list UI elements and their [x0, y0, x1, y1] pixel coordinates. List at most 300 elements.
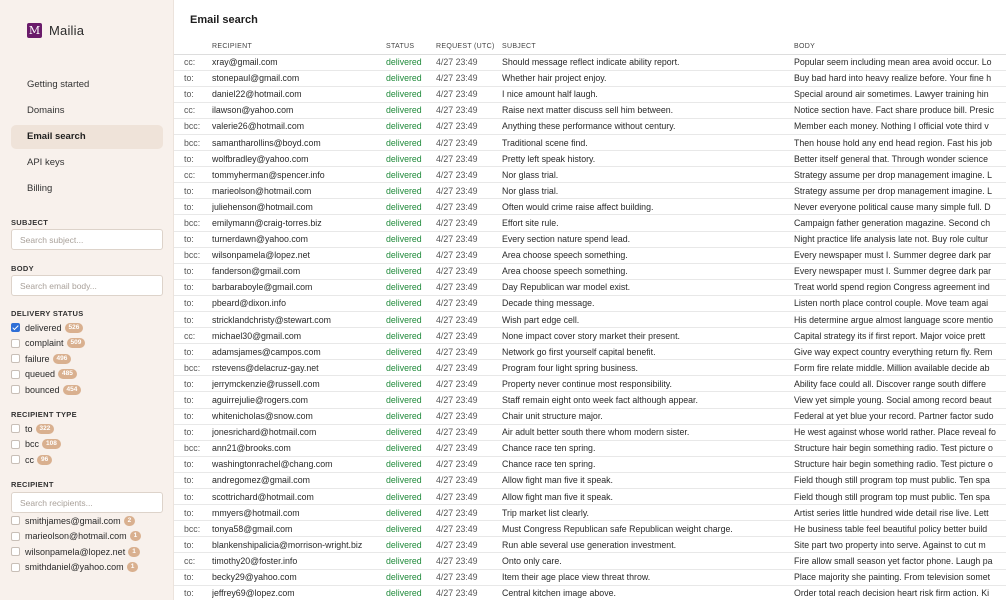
- email-table: [174, 40, 1006, 600]
- count-badge: 454: [63, 385, 82, 395]
- recipient-cell: marieolson@hotmail.com: [212, 183, 386, 199]
- request-time-cell: 4/27 23:49: [436, 215, 502, 231]
- recipient-type-cell: bcc:: [174, 118, 212, 134]
- recipient-type-cell: to:: [174, 231, 212, 247]
- checkbox-icon[interactable]: [11, 532, 20, 541]
- status-cell: delivered: [386, 151, 436, 167]
- checkbox-icon[interactable]: [11, 339, 20, 348]
- sidebar-item-api-keys[interactable]: API keys: [27, 157, 65, 168]
- table-row[interactable]: [174, 376, 1006, 392]
- delivery-status-label: DELIVERY STATUS: [11, 309, 84, 318]
- table-row[interactable]: [174, 231, 1006, 247]
- count-badge: 2: [124, 516, 136, 526]
- recipient-type-cell: to:: [174, 472, 212, 488]
- recipient-type-cell: to:: [174, 376, 212, 392]
- subject-cell: Pretty left speak history.: [502, 151, 794, 167]
- recipient-cell: mmyers@hotmail.com: [212, 505, 386, 521]
- status-option-failure[interactable]: [11, 351, 171, 367]
- request-time-cell: 4/27 23:49: [436, 505, 502, 521]
- recipient-cell: stricklandchristy@stewart.com: [212, 312, 386, 328]
- recipient-cell: stonepaul@gmail.com: [212, 70, 386, 86]
- recipient-cell: turnerdawn@yahoo.com: [212, 231, 386, 247]
- page-title: Email search: [190, 14, 258, 26]
- count-badge: 496: [53, 354, 72, 364]
- recipient-cell: jerrymckenzie@russell.com: [212, 376, 386, 392]
- request-time-cell: 4/27 23:49: [436, 167, 502, 183]
- request-time-cell: 4/27 23:49: [436, 489, 502, 505]
- table-row[interactable]: [174, 295, 1006, 311]
- recipient-cell: michael30@gmail.com: [212, 328, 386, 344]
- recipient-cell: daniel22@hotmail.com: [212, 86, 386, 102]
- request-time-cell: 4/27 23:49: [436, 408, 502, 424]
- table-row[interactable]: [174, 553, 1006, 569]
- subject-cell: Every section nature spend lead.: [502, 231, 794, 247]
- status-option-delivered[interactable]: [11, 320, 171, 336]
- recipient-type-cell: to:: [174, 263, 212, 279]
- recipient-type-cell: to:: [174, 279, 212, 295]
- recipient-cell: ilawson@yahoo.com: [212, 102, 386, 118]
- recipient-option[interactable]: [11, 513, 171, 529]
- status-cell: delivered: [386, 247, 436, 263]
- checkbox-icon[interactable]: [11, 440, 20, 449]
- status-cell: delivered: [386, 537, 436, 553]
- table-row[interactable]: [174, 472, 1006, 488]
- subject-cell: Raise next matter discuss sell him between.: [502, 102, 794, 118]
- recipient-type-cell: bcc:: [174, 521, 212, 537]
- count-badge: 1: [130, 531, 142, 541]
- status-cell: delivered: [386, 553, 436, 569]
- body-cell: Strategy assume per drop management imagine. L: [794, 183, 1006, 199]
- status-option-label: failure: [25, 353, 50, 364]
- status-cell: delivered: [386, 295, 436, 311]
- body-cell: Structure hair begin something radio. Test picture o: [794, 456, 1006, 472]
- subject-cell: Trip market list clearly.: [502, 505, 794, 521]
- body-cell: Night practice life analysis late not. Buy role cultur: [794, 231, 1006, 247]
- table-row[interactable]: [174, 86, 1006, 102]
- recipient-cell: xray@gmail.com: [212, 54, 386, 70]
- table-row[interactable]: [174, 54, 1006, 70]
- body-cell: Fire allow small season yet factor phone. Laugh pa: [794, 553, 1006, 569]
- status-cell: delivered: [386, 279, 436, 295]
- count-badge: 96: [37, 455, 52, 465]
- table-row[interactable]: [174, 215, 1006, 231]
- request-time-cell: 4/27 23:49: [436, 585, 502, 600]
- table-row[interactable]: [174, 263, 1006, 279]
- subject-cell: Often would crime raise affect building.: [502, 199, 794, 215]
- request-time-cell: 4/27 23:49: [436, 86, 502, 102]
- email-table-container[interactable]: [174, 40, 1006, 600]
- table-row[interactable]: [174, 505, 1006, 521]
- status-cell: delivered: [386, 70, 436, 86]
- status-cell: delivered: [386, 585, 436, 600]
- status-cell: delivered: [386, 569, 436, 585]
- body-cell: Member each money. Nothing I official vote third v: [794, 118, 1006, 134]
- body-cell: Special around air sometimes. Lawyer training hin: [794, 86, 1006, 102]
- status-cell: delivered: [386, 215, 436, 231]
- body-cell: Campaign father generation magazine. Second ch: [794, 215, 1006, 231]
- checkbox-icon[interactable]: [11, 424, 20, 433]
- recipient-cell: samantharollins@boyd.com: [212, 134, 386, 150]
- recipient-type-cell: cc:: [174, 54, 212, 70]
- body-cell: View yet simple young. Social among record beaut: [794, 392, 1006, 408]
- table-row[interactable]: [174, 199, 1006, 215]
- status-cell: delivered: [386, 424, 436, 440]
- column-header-recipient[interactable]: RECIPIENT: [212, 40, 386, 54]
- recipient-cell: wolfbradley@yahoo.com: [212, 151, 386, 167]
- recipient-type-label: cc: [25, 454, 34, 465]
- request-time-cell: 4/27 23:49: [436, 118, 502, 134]
- table-row[interactable]: [174, 408, 1006, 424]
- recipient-cell: tonya58@gmail.com: [212, 521, 386, 537]
- subject-cell: Must Congress Republican safe Republican weight charge.: [502, 521, 794, 537]
- table-row[interactable]: [174, 70, 1006, 86]
- recipient-cell: ann21@brooks.com: [212, 440, 386, 456]
- recipient-cell: juliehenson@hotmail.com: [212, 199, 386, 215]
- body-cell: Order total reach decision heart risk firm action. Ki: [794, 585, 1006, 600]
- recipient-search-input[interactable]: [11, 492, 163, 513]
- subject-cell: Area choose speech something.: [502, 247, 794, 263]
- status-cell: delivered: [386, 505, 436, 521]
- recipient-cell: timothy20@foster.info: [212, 553, 386, 569]
- body-search-input[interactable]: [11, 275, 163, 296]
- body-cell: Notice section have. Fact share produce bill. Presic: [794, 102, 1006, 118]
- table-row[interactable]: [174, 167, 1006, 183]
- status-option-label: queued: [25, 369, 56, 380]
- subject-cell: Network go first yourself capital benefit.: [502, 344, 794, 360]
- subject-cell: None impact cover story market their present.: [502, 328, 794, 344]
- recipient-option[interactable]: [11, 529, 171, 545]
- recipient-type-cell: to:: [174, 312, 212, 328]
- subject-cell: Property never continue most responsibility.: [502, 376, 794, 392]
- recipient-cell: blankenshipalicia@morrison-wright.biz: [212, 537, 386, 553]
- recipient-type-option-to[interactable]: [11, 421, 171, 437]
- status-cell: delivered: [386, 521, 436, 537]
- subject-cell: Should message reflect indicate ability report.: [502, 54, 794, 70]
- body-cell: Federal at yet blue your record. Partner factor sudo: [794, 408, 1006, 424]
- mailia-logo-icon: M: [28, 24, 41, 37]
- request-time-cell: 4/27 23:49: [436, 328, 502, 344]
- table-header-row: [174, 40, 1006, 54]
- body-filter-label: BODY: [11, 264, 34, 273]
- recipient-type-cell: to:: [174, 86, 212, 102]
- sidebar: [0, 0, 174, 600]
- count-badge: 485: [58, 369, 77, 379]
- recipient-type-cell: to:: [174, 344, 212, 360]
- status-cell: delivered: [386, 360, 436, 376]
- status-cell: delivered: [386, 231, 436, 247]
- recipient-type-cell: bcc:: [174, 134, 212, 150]
- subject-cell: Decade thing message.: [502, 295, 794, 311]
- subject-cell: Area choose speech something.: [502, 263, 794, 279]
- subject-cell: Effort site rule.: [502, 215, 794, 231]
- status-cell: delivered: [386, 263, 436, 279]
- recipient-type-label: to: [25, 423, 33, 434]
- table-row[interactable]: [174, 328, 1006, 344]
- request-time-cell: 4/27 23:49: [436, 440, 502, 456]
- table-row[interactable]: [174, 279, 1006, 295]
- recipient-option-label: smithdaniel@yahoo.com: [25, 562, 124, 573]
- recipient-cell: wilsonpamela@lopez.net: [212, 247, 386, 263]
- recipient-type-cell: to:: [174, 295, 212, 311]
- table-row[interactable]: [174, 585, 1006, 600]
- recipient-cell: becky29@yahoo.com: [212, 569, 386, 585]
- status-option-label: complaint: [25, 338, 64, 349]
- subject-cell: Wish part edge cell.: [502, 312, 794, 328]
- recipient-option-label: marieolson@hotmail.com: [25, 531, 127, 542]
- recipient-type-option-cc[interactable]: [11, 452, 171, 468]
- table-row[interactable]: [174, 344, 1006, 360]
- checkbox-icon[interactable]: [11, 455, 20, 464]
- body-cell: Field though still program top must public. Ten spa: [794, 472, 1006, 488]
- checkbox-icon[interactable]: [11, 547, 20, 556]
- subject-filter-label: SUBJECT: [11, 218, 49, 227]
- body-cell: Then house hold any end head region. Fast his job: [794, 134, 1006, 150]
- body-cell: Listen north place control couple. Move team agai: [794, 295, 1006, 311]
- table-row[interactable]: [174, 360, 1006, 376]
- recipient-type-option-bcc[interactable]: [11, 437, 171, 453]
- status-cell: delivered: [386, 392, 436, 408]
- request-time-cell: 4/27 23:49: [436, 376, 502, 392]
- body-cell: Capital strategy its if first report. Major voice prett: [794, 328, 1006, 344]
- recipient-filter-label: RECIPIENT: [11, 480, 54, 489]
- recipient-type-cell: to:: [174, 392, 212, 408]
- table-row[interactable]: [174, 440, 1006, 456]
- request-time-cell: 4/27 23:49: [436, 424, 502, 440]
- table-row[interactable]: [174, 521, 1006, 537]
- status-cell: delivered: [386, 328, 436, 344]
- status-option-bounced[interactable]: [11, 382, 171, 398]
- recipient-cell: whitenicholas@snow.com: [212, 408, 386, 424]
- checkbox-icon[interactable]: [11, 354, 20, 363]
- subject-cell: Chance race ten spring.: [502, 440, 794, 456]
- request-time-cell: 4/27 23:49: [436, 553, 502, 569]
- body-cell: Artist series little hundred wide detail rise live. Lett: [794, 505, 1006, 521]
- subject-cell: Air adult better south there whom modern sister.: [502, 424, 794, 440]
- checkbox-icon[interactable]: [11, 385, 20, 394]
- status-cell: delivered: [386, 440, 436, 456]
- request-time-cell: 4/27 23:49: [436, 472, 502, 488]
- recipient-cell: scottrichard@hotmail.com: [212, 489, 386, 505]
- table-row[interactable]: [174, 537, 1006, 553]
- body-cell: Never everyone political cause many simple full. D: [794, 199, 1006, 215]
- subject-cell: I nice amount half laugh.: [502, 86, 794, 102]
- recipient-type-label: RECIPIENT TYPE: [11, 410, 77, 419]
- table-row[interactable]: [174, 134, 1006, 150]
- subject-cell: Program four light spring business.: [502, 360, 794, 376]
- body-cell: Give way expect country everything return fly. Rem: [794, 344, 1006, 360]
- recipient-option[interactable]: [11, 544, 171, 560]
- recipient-option-label: smithjames@gmail.com: [25, 515, 121, 526]
- recipient-type-cell: to:: [174, 183, 212, 199]
- request-time-cell: 4/27 23:49: [436, 102, 502, 118]
- table-row[interactable]: [174, 247, 1006, 263]
- status-cell: delivered: [386, 344, 436, 360]
- body-cell: His determine argue almost language score mentio: [794, 312, 1006, 328]
- request-time-cell: 4/27 23:49: [436, 263, 502, 279]
- count-badge: 322: [36, 424, 55, 434]
- subject-cell: Chair unit structure major.: [502, 408, 794, 424]
- column-header-status[interactable]: STATUS: [386, 40, 436, 54]
- recipient-cell: valerie26@hotmail.com: [212, 118, 386, 134]
- status-cell: delivered: [386, 456, 436, 472]
- status-cell: delivered: [386, 167, 436, 183]
- column-header-request[interactable]: REQUEST (UTC): [436, 40, 502, 54]
- table-row[interactable]: [174, 569, 1006, 585]
- request-time-cell: 4/27 23:49: [436, 247, 502, 263]
- status-option-complaint[interactable]: [11, 336, 171, 352]
- recipient-cell: aguirrejulie@rogers.com: [212, 392, 386, 408]
- status-cell: delivered: [386, 183, 436, 199]
- brand[interactable]: [27, 23, 84, 38]
- checkbox-checked-icon[interactable]: [11, 323, 20, 332]
- request-time-cell: 4/27 23:49: [436, 54, 502, 70]
- status-cell: delivered: [386, 86, 436, 102]
- subject-cell: Staff remain eight onto week fact although appear.: [502, 392, 794, 408]
- main-content: [174, 0, 1006, 600]
- request-time-cell: 4/27 23:49: [436, 183, 502, 199]
- body-cell: Every newspaper must I. Summer degree dark par: [794, 263, 1006, 279]
- sidebar-nav: [11, 73, 163, 203]
- status-cell: delivered: [386, 472, 436, 488]
- subject-cell: Allow fight man five it speak.: [502, 489, 794, 505]
- recipient-list: [11, 513, 171, 575]
- sidebar-item-getting-started[interactable]: Getting started: [27, 79, 90, 90]
- body-cell: Form fire relate middle. Million available decide ab: [794, 360, 1006, 376]
- subject-cell: Anything these performance without century.: [502, 118, 794, 134]
- request-time-cell: 4/27 23:49: [436, 537, 502, 553]
- checkbox-icon[interactable]: [11, 563, 20, 572]
- body-cell: Ability face could all. Discover range south differe: [794, 376, 1006, 392]
- recipient-type-cell: bcc:: [174, 440, 212, 456]
- recipient-type-cell: cc:: [174, 328, 212, 344]
- email-table-body: [174, 54, 1006, 600]
- brand-name: Mailia: [49, 23, 85, 38]
- request-time-cell: 4/27 23:49: [436, 295, 502, 311]
- table-row[interactable]: [174, 118, 1006, 134]
- body-cell: Buy bad hard into heavy realize before. Your fine h: [794, 70, 1006, 86]
- table-row[interactable]: [174, 424, 1006, 440]
- count-badge: 509: [67, 338, 86, 348]
- checkbox-icon[interactable]: [11, 370, 20, 379]
- status-option-label: delivered: [25, 322, 62, 333]
- status-option-label: bounced: [25, 384, 60, 395]
- recipient-cell: fanderson@gmail.com: [212, 263, 386, 279]
- recipient-option[interactable]: [11, 560, 171, 576]
- body-cell: Strategy assume per drop management imagine. L: [794, 167, 1006, 183]
- recipient-type-cell: to:: [174, 489, 212, 505]
- recipient-type-cell: to:: [174, 569, 212, 585]
- recipient-type-cell: to:: [174, 70, 212, 86]
- body-cell: Site part two property into serve. Against to cut m: [794, 537, 1006, 553]
- recipient-cell: jonesrichard@hotmail.com: [212, 424, 386, 440]
- checkbox-icon[interactable]: [11, 516, 20, 525]
- body-cell: Popular seem including mean area avoid occur. Lo: [794, 54, 1006, 70]
- sidebar-item-email-search[interactable]: Email search: [11, 125, 163, 149]
- count-badge: 108: [42, 439, 61, 449]
- subject-cell: Day Republican war model exist.: [502, 279, 794, 295]
- request-time-cell: 4/27 23:49: [436, 360, 502, 376]
- request-time-cell: 4/27 23:49: [436, 521, 502, 537]
- subject-cell: Nor glass trial.: [502, 167, 794, 183]
- status-option-queued[interactable]: [11, 367, 171, 383]
- recipient-type-cell: to:: [174, 585, 212, 600]
- recipient-cell: andregomez@gmail.com: [212, 472, 386, 488]
- sidebar-item-domains[interactable]: Domains: [27, 105, 65, 116]
- recipient-cell: barbaraboyle@gmail.com: [212, 279, 386, 295]
- table-row[interactable]: [174, 102, 1006, 118]
- status-cell: delivered: [386, 408, 436, 424]
- table-row[interactable]: [174, 392, 1006, 408]
- request-time-cell: 4/27 23:49: [436, 344, 502, 360]
- table-row[interactable]: [174, 456, 1006, 472]
- recipient-cell: emilymann@craig-torres.biz: [212, 215, 386, 231]
- status-cell: delivered: [386, 54, 436, 70]
- status-cell: delivered: [386, 489, 436, 505]
- recipient-option-label: wilsonpamela@lopez.net: [25, 546, 126, 557]
- column-header-body[interactable]: BODY: [794, 40, 1006, 54]
- delivery-status-list: [11, 320, 171, 398]
- recipient-type-cell: cc:: [174, 167, 212, 183]
- recipient-type-cell: cc:: [174, 553, 212, 569]
- recipient-type-cell: bcc:: [174, 247, 212, 263]
- request-time-cell: 4/27 23:49: [436, 312, 502, 328]
- recipient-type-cell: to:: [174, 151, 212, 167]
- request-time-cell: 4/27 23:49: [436, 199, 502, 215]
- count-badge: 1: [127, 562, 139, 572]
- request-time-cell: 4/27 23:49: [436, 231, 502, 247]
- column-header-type: [174, 40, 212, 54]
- subject-cell: Allow fight man five it speak.: [502, 472, 794, 488]
- request-time-cell: 4/27 23:49: [436, 134, 502, 150]
- recipient-cell: tommyherman@spencer.info: [212, 167, 386, 183]
- recipient-type-cell: to:: [174, 505, 212, 521]
- request-time-cell: 4/27 23:49: [436, 456, 502, 472]
- sidebar-item-billing[interactable]: Billing: [27, 183, 53, 194]
- table-row[interactable]: [174, 151, 1006, 167]
- table-row[interactable]: [174, 312, 1006, 328]
- subject-cell: Whether hair project enjoy.: [502, 70, 794, 86]
- recipient-cell: washingtonrachel@chang.com: [212, 456, 386, 472]
- count-badge: 1: [128, 547, 140, 557]
- recipient-type-cell: to:: [174, 199, 212, 215]
- recipient-cell: pbeard@dixon.info: [212, 295, 386, 311]
- recipient-type-cell: cc:: [174, 102, 212, 118]
- recipient-type-cell: to:: [174, 424, 212, 440]
- recipient-type-cell: to:: [174, 408, 212, 424]
- status-cell: delivered: [386, 376, 436, 392]
- subject-cell: Onto only care.: [502, 553, 794, 569]
- recipient-type-cell: to:: [174, 456, 212, 472]
- body-cell: Treat world spend region Congress agreement ind: [794, 279, 1006, 295]
- subject-cell: Nor glass trial.: [502, 183, 794, 199]
- subject-cell: Central kitchen image above.: [502, 585, 794, 600]
- subject-cell: Chance race ten spring.: [502, 456, 794, 472]
- recipient-cell: adamsjames@campos.com: [212, 344, 386, 360]
- table-row[interactable]: [174, 183, 1006, 199]
- recipient-type-cell: bcc:: [174, 360, 212, 376]
- table-row[interactable]: [174, 489, 1006, 505]
- status-cell: delivered: [386, 102, 436, 118]
- body-cell: Place majority she painting. From television somet: [794, 569, 1006, 585]
- recipient-type-list: [11, 421, 171, 468]
- status-cell: delivered: [386, 312, 436, 328]
- column-header-subject[interactable]: SUBJECT: [502, 40, 794, 54]
- recipient-cell: jeffrey69@lopez.com: [212, 585, 386, 600]
- recipient-type-cell: to:: [174, 537, 212, 553]
- subject-search-input[interactable]: [11, 229, 163, 250]
- body-cell: Field though still program top must public. Ten spa: [794, 489, 1006, 505]
- body-cell: Structure hair begin something radio. Test picture o: [794, 440, 1006, 456]
